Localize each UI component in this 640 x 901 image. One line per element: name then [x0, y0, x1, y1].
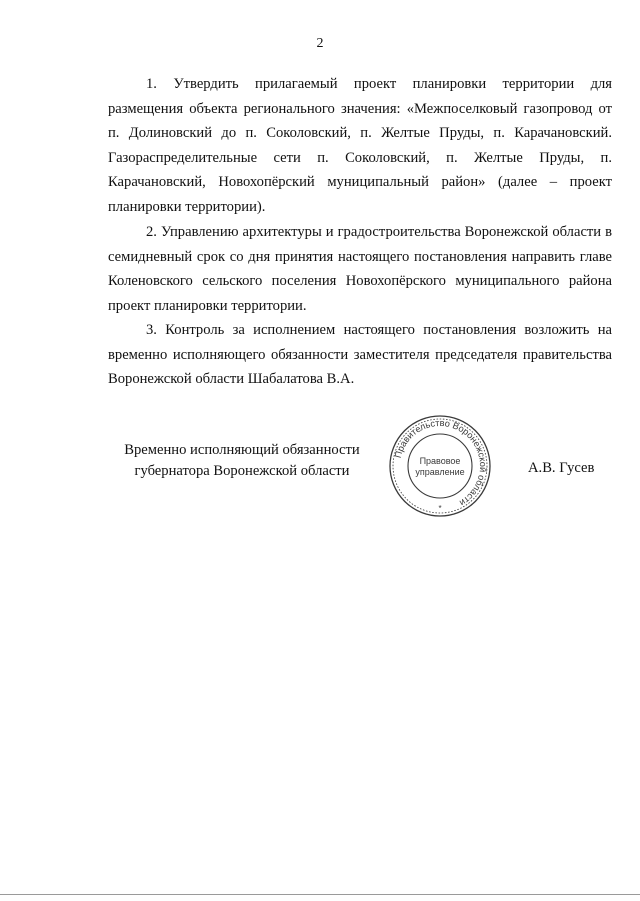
signatory-position — [106, 440, 378, 482]
paragraph-3 — [108, 318, 612, 392]
stamp-outer-ring — [390, 416, 490, 516]
stamp-ring-text: Правительство Воронежской области — [392, 417, 489, 509]
stamp-center-line-2: управление — [415, 467, 465, 477]
signatory-name: А.В. Гусев — [528, 460, 595, 476]
signatory-position-line-1: Временно исполняющий обязанности — [124, 442, 360, 458]
paragraph-2-text: 2. Управлению архитектуры и градостроительства Воронежской области в семидневный срок со дня принятия настоящего постановления направить главе Коленовского сельского поселения Новохопёрского муниципального района проект планировки территории. — [108, 224, 612, 314]
paragraph-1-text: 1. Утвердить прилагаемый проект планировки территории для размещения объекта регионального значения: «Межпоселковый газопровод от п. Долиновский до п. Соколовский, п. Желтые Пруды, п. Карачановский. Газораспределительные сети п. Соколовский, п. Желтые Пруды, п. Карачановский, Новохопёрский муниципальный район» (далее – проект планировки территории). — [108, 76, 612, 215]
bottom-divider — [0, 894, 640, 895]
paragraph-1 — [108, 72, 612, 220]
paragraph-2 — [108, 220, 612, 318]
stamp-bottom-mark: * — [438, 504, 442, 513]
signatory-position-line-2: губернатора Воронежской области — [134, 463, 350, 479]
stamp-center-line-1: Правовое — [419, 456, 461, 466]
stamp-inner-ring — [408, 434, 472, 498]
page-number: 2 — [316, 36, 324, 51]
official-stamp — [386, 412, 494, 520]
paragraph-3-text: 3. Контроль за исполнением настоящего постановления возложить на временно исполняющего обязанности заместителя председателя правительства Воронежской области Шабалатова В.А. — [108, 322, 612, 388]
